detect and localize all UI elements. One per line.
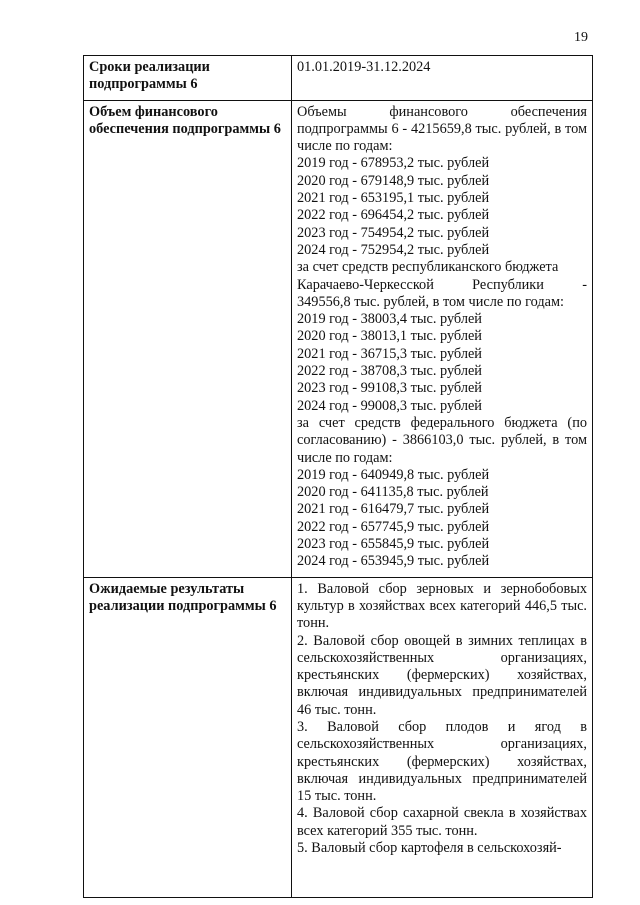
- finance-total-year: 2021 год - 653195,1 тыс. рублей: [297, 190, 490, 207]
- result-item: 2. Валовой сбор овощей в зимних теплицах в сельскохозяйственных организациях, крестьянских (фермерских) хозяйствах, включая индивидуальных предпринимателей 46 тыс. тонн.: [297, 632, 587, 718]
- federal-intro: за счет средств федерального бюджета (по согласованию) - 3866103,0 тыс. рублей, в том числе по годам:: [297, 414, 587, 466]
- regional-intro-line: 349556,8 тыс. рублей, в том числе по годам:: [297, 293, 565, 310]
- period-value: 01.01.2019-31.12.2024: [292, 56, 593, 101]
- table-row-period: [84, 56, 593, 101]
- finance-regional-year: 2021 год - 36715,3 тыс. рублей: [297, 345, 482, 362]
- finance-regional-year: 2020 год - 38013,1 тыс. рублей: [297, 328, 482, 345]
- period-label: Сроки реализации подпрограммы 6: [84, 56, 292, 101]
- result-item: 1. Валовой сбор зерновых и зернобобовых культур в хозяйствах всех категорий 446,5 тыс. тонн.: [297, 580, 587, 632]
- result-item: 4. Валовой сбор сахарной свекла в хозяйствах всех категорий 355 тыс. тонн.: [297, 805, 587, 839]
- finance-value: [292, 100, 593, 577]
- regional-intro-line: за счет средств республиканского бюджета: [297, 259, 559, 276]
- result-item: 3. Валовой сбор плодов и ягод в сельскохозяйственных организациях, крестьянских (фермерских) хозяйствах, включая индивидуальных предпринимателей 15 тыс. тонн.: [297, 718, 587, 805]
- finance-label: Объем финансового обеспечения подпрограммы 6: [84, 100, 292, 577]
- finance-federal-year: 2020 год - 641135,8 тыс. рублей: [297, 484, 489, 501]
- finance-total-year: 2024 год - 752954,2 тыс. рублей: [297, 241, 490, 258]
- results-value: [292, 577, 593, 897]
- finance-regional-year: 2022 год - 38708,3 тыс. рублей: [297, 363, 482, 380]
- finance-federal-year: 2021 год - 616479,7 тыс. рублей: [297, 501, 490, 518]
- table-row-results: [84, 577, 593, 897]
- regional-intro-word: -: [582, 276, 587, 293]
- regional-intro-line: [297, 277, 587, 294]
- finance-regional-year: 2024 год - 99008,3 тыс. рублей: [297, 397, 482, 414]
- results-label: Ожидаемые результаты реализации подпрограммы 6: [84, 577, 292, 897]
- page-number: 19: [574, 30, 588, 45]
- finance-intro: Объемы финансового обеспечения подпрограммы 6 - 4215659,8 тыс. рублей, в том числе по годам:: [297, 103, 587, 155]
- subprogram-passport-table: [83, 55, 593, 898]
- finance-regional-year: 2019 год - 38003,4 тыс. рублей: [297, 311, 482, 328]
- result-item: 5. Валовый сбор картофеля в сельскохозяй-: [297, 840, 562, 857]
- finance-total-year: 2023 год - 754954,2 тыс. рублей: [297, 224, 490, 241]
- finance-federal-year: 2022 год - 657745,9 тыс. рублей: [297, 518, 490, 535]
- finance-total-year: 2019 год - 678953,2 тыс. рублей: [297, 155, 490, 172]
- finance-federal-year: 2019 год - 640949,8 тыс. рублей: [297, 466, 490, 483]
- finance-total-year: 2022 год - 696454,2 тыс. рублей: [297, 207, 490, 224]
- finance-federal-year: 2023 год - 655845,9 тыс. рублей: [297, 536, 490, 553]
- finance-federal-year: 2024 год - 653945,9 тыс. рублей: [297, 553, 490, 570]
- table-row-finance: [84, 100, 593, 577]
- regional-intro-word: Карачаево-Черкесской: [297, 276, 434, 293]
- regional-intro-word: Республики: [472, 276, 544, 293]
- finance-regional-year: 2023 год - 99108,3 тыс. рублей: [297, 380, 482, 397]
- finance-total-year: 2020 год - 679148,9 тыс. рублей: [297, 172, 490, 189]
